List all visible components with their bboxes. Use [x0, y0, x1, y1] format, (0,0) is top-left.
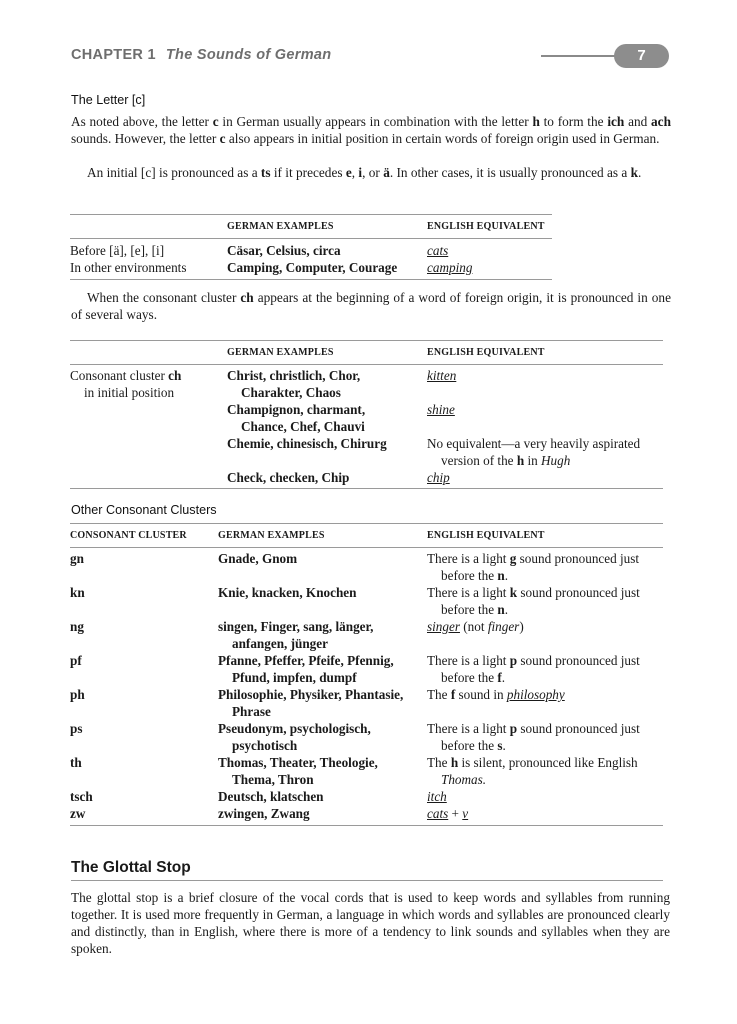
section-heading-letter-c: The Letter [c]: [71, 93, 146, 107]
table-row: ps Pseudonym, psychologisch, psychotisch There is a light p sound pronounced just before the s.: [70, 721, 640, 753]
section-heading-glottal-stop: The Glottal Stop: [71, 859, 191, 876]
table-letter-c: [70, 214, 552, 280]
section-heading-other-clusters: Other Consonant Clusters: [71, 503, 217, 517]
col-german-examples: GERMAN EXAMPLES: [227, 215, 427, 239]
table-row: kn Knie, knacken, Knochen There is a light k sound pronounced just before the n.: [70, 585, 640, 617]
table-row: th Thomas, Theater, Theologie, Thema, Thron The h is silent, pronounced like English Thomas.: [70, 755, 638, 787]
paragraph-letter-c-1: As noted above, the letter c in German usually appears in combination with the letter h to form the ich and ach sounds. However, the letter c also appears in initial position in certain words of foreign origin used in German.: [71, 114, 671, 147]
col-english-equivalent: ENGLISH EQUIVALENT: [427, 341, 663, 365]
chapter-title: The Sounds of German: [165, 47, 332, 63]
paragraph-glottal-stop: The glottal stop is a brief closure of the vocal cords that is used to keep words and syllables from running together. It is used more frequently in German, a language in which words and syllables are pronounced clearly and distinctly, than in English, where there is more of a tendency to link sounds and syllables when they are spoken.: [71, 890, 670, 957]
table-header-row: [70, 524, 663, 548]
table-row: ng singen, Finger, sang, länger, anfangen, jünger singer (not finger): [70, 619, 524, 651]
table-row: tsch Deutsch, klatschen itch: [70, 789, 447, 804]
table-header-row: [70, 341, 663, 365]
row-label: Consonant cluster ch in initial position: [70, 368, 182, 400]
table-row: zw zwingen, Zwang cats + v: [70, 805, 663, 826]
table-header-row: [70, 215, 552, 239]
table-row: Before [ä], [e], [i] Cäsar, Celsius, circa cats: [70, 243, 449, 258]
table-row: In other environments Camping, Computer, Courage camping: [70, 259, 552, 280]
section-rule: [71, 880, 663, 881]
col-german-examples: GERMAN EXAMPLES: [227, 341, 427, 365]
col-consonant-cluster: CONSONANT CLUSTER: [70, 524, 218, 548]
paragraph-letter-c-2: An initial [c] is pronounced as a ts if it precedes e, i, or ä. In other cases, it is usually pronounced as a k.: [87, 165, 642, 180]
table-row: Chemie, chinesisch, Chirurg No equivalent—a very heavily aspirated version of the h in Hugh: [227, 436, 641, 468]
chapter-label: CHAPTER 1: [71, 47, 156, 63]
header-rule: [541, 55, 621, 57]
table-ch-initial: [70, 340, 663, 489]
col-english-equivalent: ENGLISH EQUIVALENT: [427, 215, 552, 239]
running-header: [71, 47, 331, 63]
paragraph-ch-cluster: When the consonant cluster ch appears at the beginning of a word of foreign origin, it is pronounced in one of several ways.: [71, 290, 671, 323]
table-row: Champignon, charmant, Chance, Chef, Chauvi shine: [227, 402, 455, 434]
table-row: Check, checken, Chip chip: [70, 469, 663, 489]
col-english-equivalent: ENGLISH EQUIVALENT: [427, 524, 663, 548]
table-row: Consonant cluster ch in initial position Christ, christlich, Chor, Charakter, Chaos kitten: [70, 365, 663, 402]
col-german-examples: GERMAN EXAMPLES: [218, 524, 427, 548]
table-row: ph Philosophie, Physiker, Phantasie, Phrase The f sound in philosophy: [70, 687, 565, 719]
table-row: pf Pfanne, Pfeffer, Pfeife, Pfennig, Pfund, impfen, dumpf There is a light p sound pronounced just before the f.: [70, 653, 640, 685]
table-other-clusters: [70, 523, 663, 826]
table-row: gn Gnade, Gnom There is a light g sound pronounced just before the n.: [70, 551, 640, 583]
page-number-badge: 7: [614, 44, 669, 68]
